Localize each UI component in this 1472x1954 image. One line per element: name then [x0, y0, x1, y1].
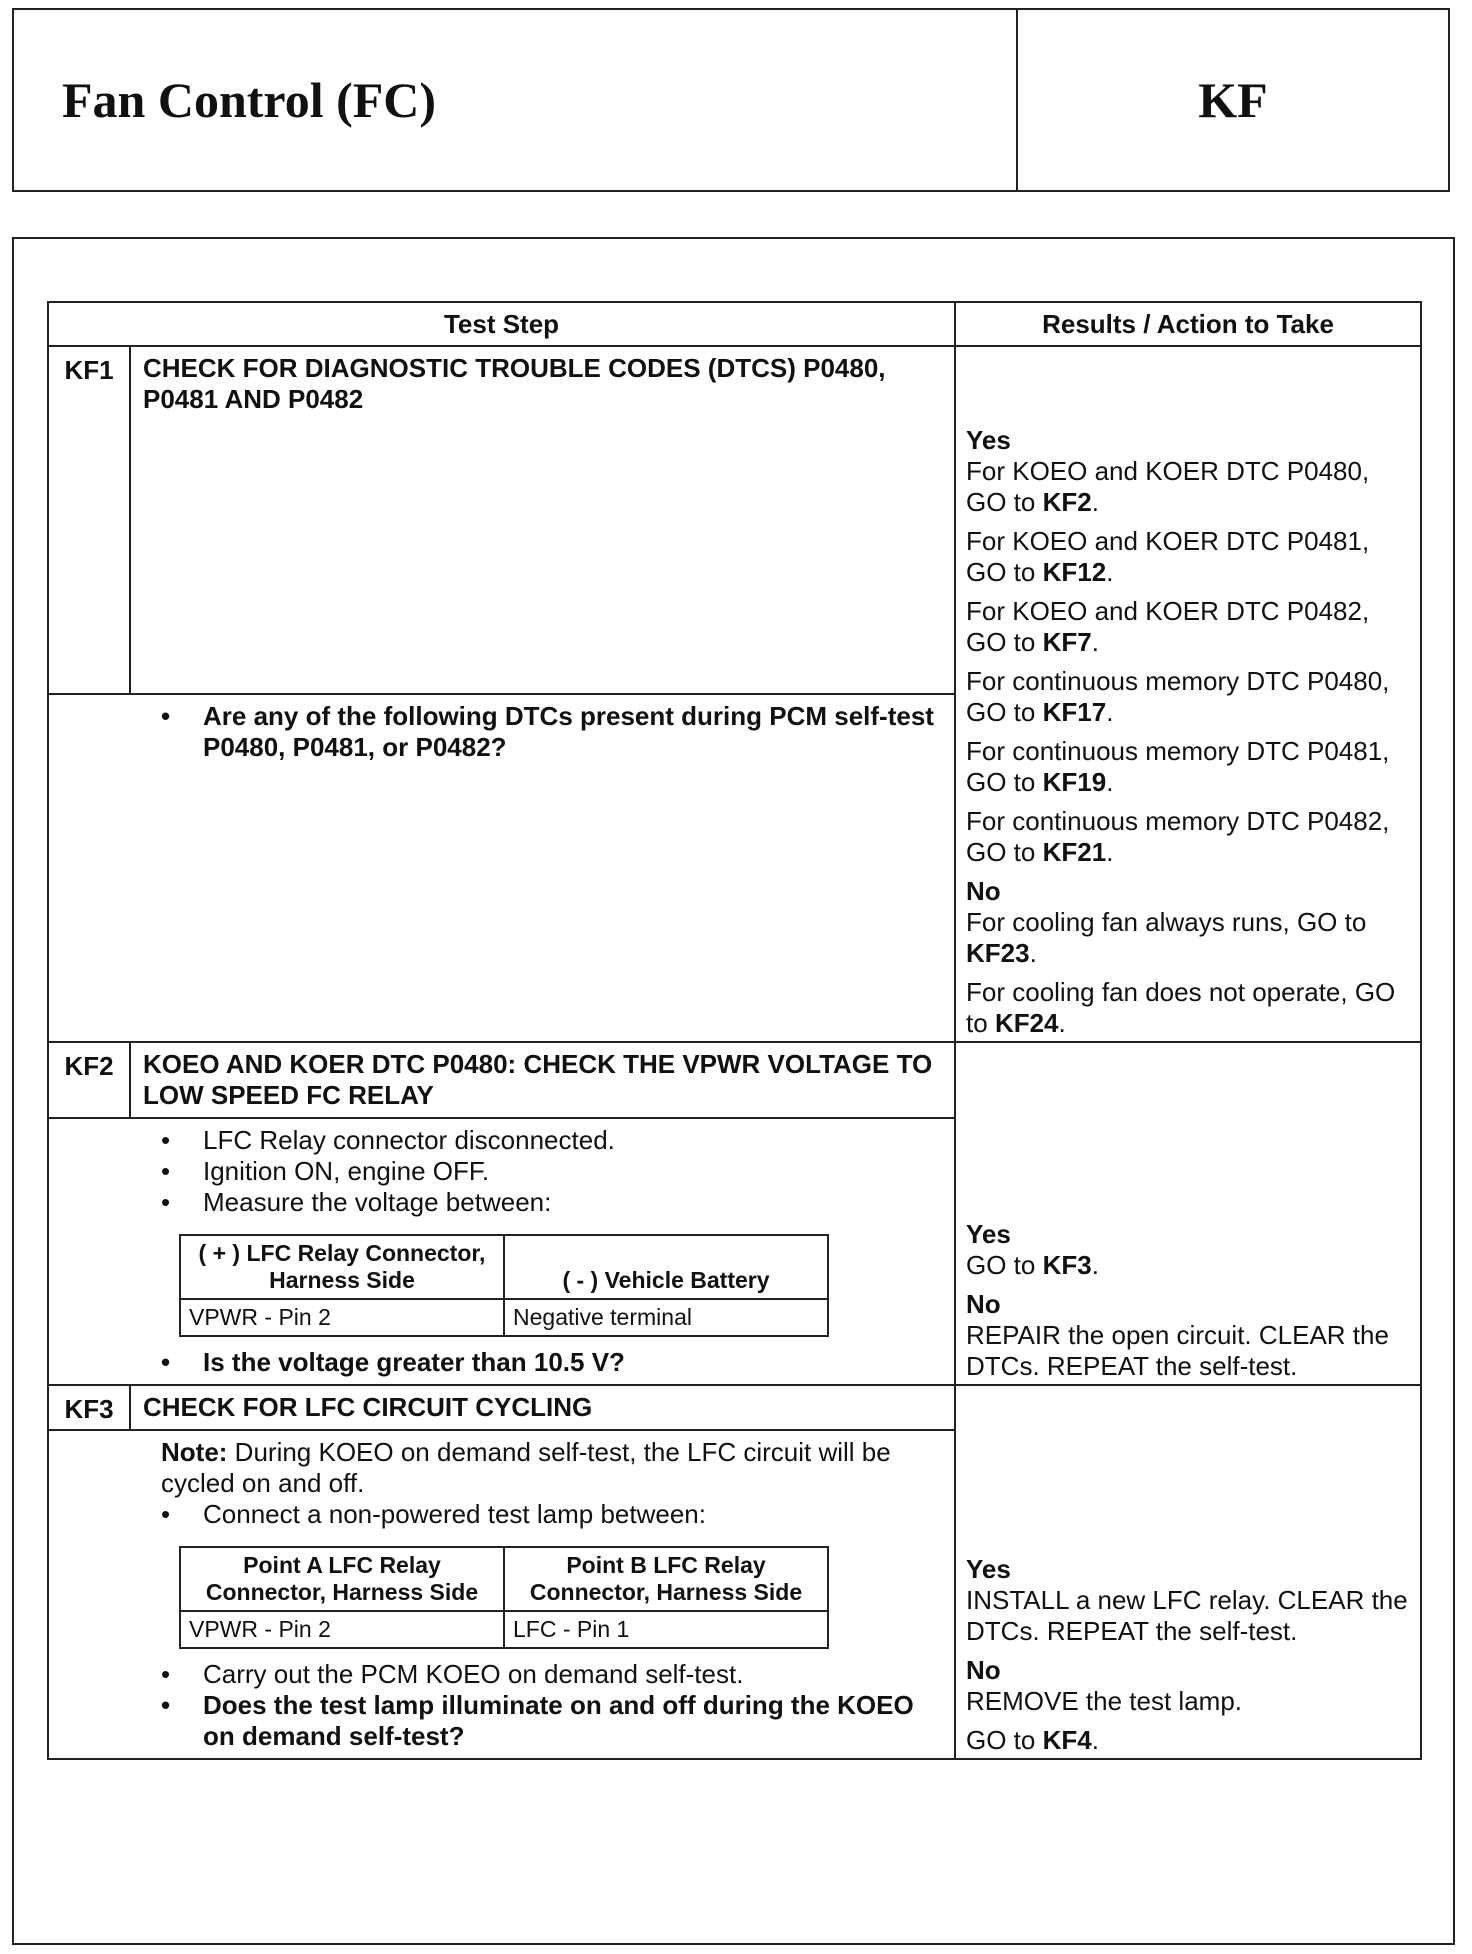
- list-item: • LFC Relay connector disconnected.: [161, 1125, 615, 1155]
- step-id: KF3: [48, 1385, 130, 1430]
- question-item: • Does the test lamp illuminate on and off during the KOEO on demand self-test?: [161, 1690, 914, 1751]
- step-title-row: [48, 346, 1421, 694]
- yes-label: Yes: [966, 1219, 1011, 1249]
- result-item: For cooling fan always runs, GO to KF23.: [966, 907, 1367, 968]
- test-lamp-cell: VPWR - Pin 2: [180, 1611, 504, 1648]
- step-ref: KF3: [1042, 1250, 1092, 1280]
- step-id: KF1: [48, 346, 130, 694]
- list-item: • Ignition ON, engine OFF.: [161, 1156, 490, 1186]
- step-id: KF2: [48, 1042, 130, 1118]
- column-header-test-step: Test Step: [48, 302, 955, 346]
- list-item: • Measure the voltage between:: [161, 1187, 552, 1217]
- result-item: REMOVE the test lamp.: [966, 1686, 1242, 1716]
- measurement-header: ( + ) LFC Relay Connector, Harness Side: [180, 1235, 504, 1299]
- result-item: For KOEO and KOER DTC P0480, GO to KF2.: [966, 456, 1370, 517]
- step-body: [48, 694, 955, 1042]
- step-ref: KF23: [966, 938, 1030, 968]
- step-title: KOEO AND KOER DTC P0480: CHECK THE VPWR VOLTAGE TO LOW SPEED FC RELAY: [130, 1042, 955, 1118]
- result-item: For KOEO and KOER DTC P0482, GO to KF7.: [966, 596, 1370, 657]
- question-item: • Are any of the following DTCs present during PCM self-test P0480, P0481, or P0482?: [161, 701, 934, 762]
- yes-label: Yes: [966, 1554, 1011, 1584]
- column-header-results: Results / Action to Take: [955, 302, 1421, 346]
- step-ref: KF7: [1042, 627, 1092, 657]
- test-lamp-header: Point B LFC Relay Connector, Harness Side: [504, 1547, 828, 1611]
- table-header-row: [48, 302, 1421, 346]
- step-ref: KF19: [1042, 767, 1107, 797]
- result-item: For cooling fan does not operate, GO to KF24.: [966, 977, 1396, 1038]
- results-cell: [955, 1385, 1421, 1759]
- step-body: [48, 1430, 955, 1759]
- measurement-cell: VPWR - Pin 2: [180, 1299, 504, 1336]
- measurement-cell: Negative terminal: [504, 1299, 828, 1336]
- result-item: For KOEO and KOER DTC P0481, GO to KF12.: [966, 526, 1370, 587]
- step-ref: KF4: [1042, 1725, 1092, 1755]
- test-lamp-cell: LFC - Pin 1: [504, 1611, 828, 1648]
- result-item: GO to KF3.: [966, 1250, 1099, 1280]
- no-label: No: [966, 1655, 1001, 1685]
- results-cell: [955, 346, 1421, 1042]
- diagnostic-table: [47, 301, 1422, 1760]
- result-item: For continuous memory DTC P0481, GO to KF19.: [966, 736, 1390, 797]
- result-item: GO to KF4.: [966, 1725, 1099, 1755]
- no-label: No: [966, 1289, 1001, 1319]
- step-title: CHECK FOR LFC CIRCUIT CYCLING: [130, 1385, 955, 1430]
- step-title: CHECK FOR DIAGNOSTIC TROUBLE CODES (DTCS) P0480, P0481 AND P0482: [130, 346, 955, 694]
- result-item: For continuous memory DTC P0482, GO to KF21.: [966, 806, 1390, 867]
- yes-label: Yes: [966, 425, 1011, 455]
- list-item: • Connect a non-powered test lamp between:: [161, 1499, 706, 1529]
- no-label: No: [966, 876, 1001, 906]
- result-item: INSTALL a new LFC relay. CLEAR the DTCs. REPEAT the self-test.: [966, 1585, 1408, 1646]
- result-item: REPAIR the open circuit. CLEAR the DTCs. REPEAT the self-test.: [966, 1320, 1389, 1381]
- step-title-row: [48, 1385, 1421, 1430]
- step-title-row: [48, 1042, 1421, 1118]
- step-ref: KF17: [1042, 697, 1107, 727]
- step-body: [48, 1118, 955, 1385]
- page-header: [12, 8, 1450, 192]
- question-item: • Is the voltage greater than 10.5 V?: [161, 1347, 625, 1377]
- test-lamp-header: Point A LFC Relay Connector, Harness Side: [180, 1547, 504, 1611]
- results-cell: [955, 1042, 1421, 1385]
- note: Note: During KOEO on demand self-test, the LFC circuit will be cycled on and off.: [161, 1437, 891, 1498]
- test-lamp-table: [179, 1546, 829, 1649]
- list-item: • Carry out the PCM KOEO on demand self-test.: [161, 1659, 744, 1689]
- result-item: For continuous memory DTC P0480, GO to KF17.: [966, 666, 1390, 727]
- measurement-table: [179, 1234, 829, 1337]
- measurement-header: ( - ) Vehicle Battery: [504, 1235, 828, 1299]
- step-ref: KF12: [1042, 557, 1107, 587]
- step-ref: KF2: [1042, 487, 1092, 517]
- section-code: KF: [1016, 10, 1448, 190]
- page-title: Fan Control (FC): [62, 72, 437, 128]
- step-ref: KF24: [994, 1008, 1059, 1038]
- step-ref: KF21: [1042, 837, 1107, 867]
